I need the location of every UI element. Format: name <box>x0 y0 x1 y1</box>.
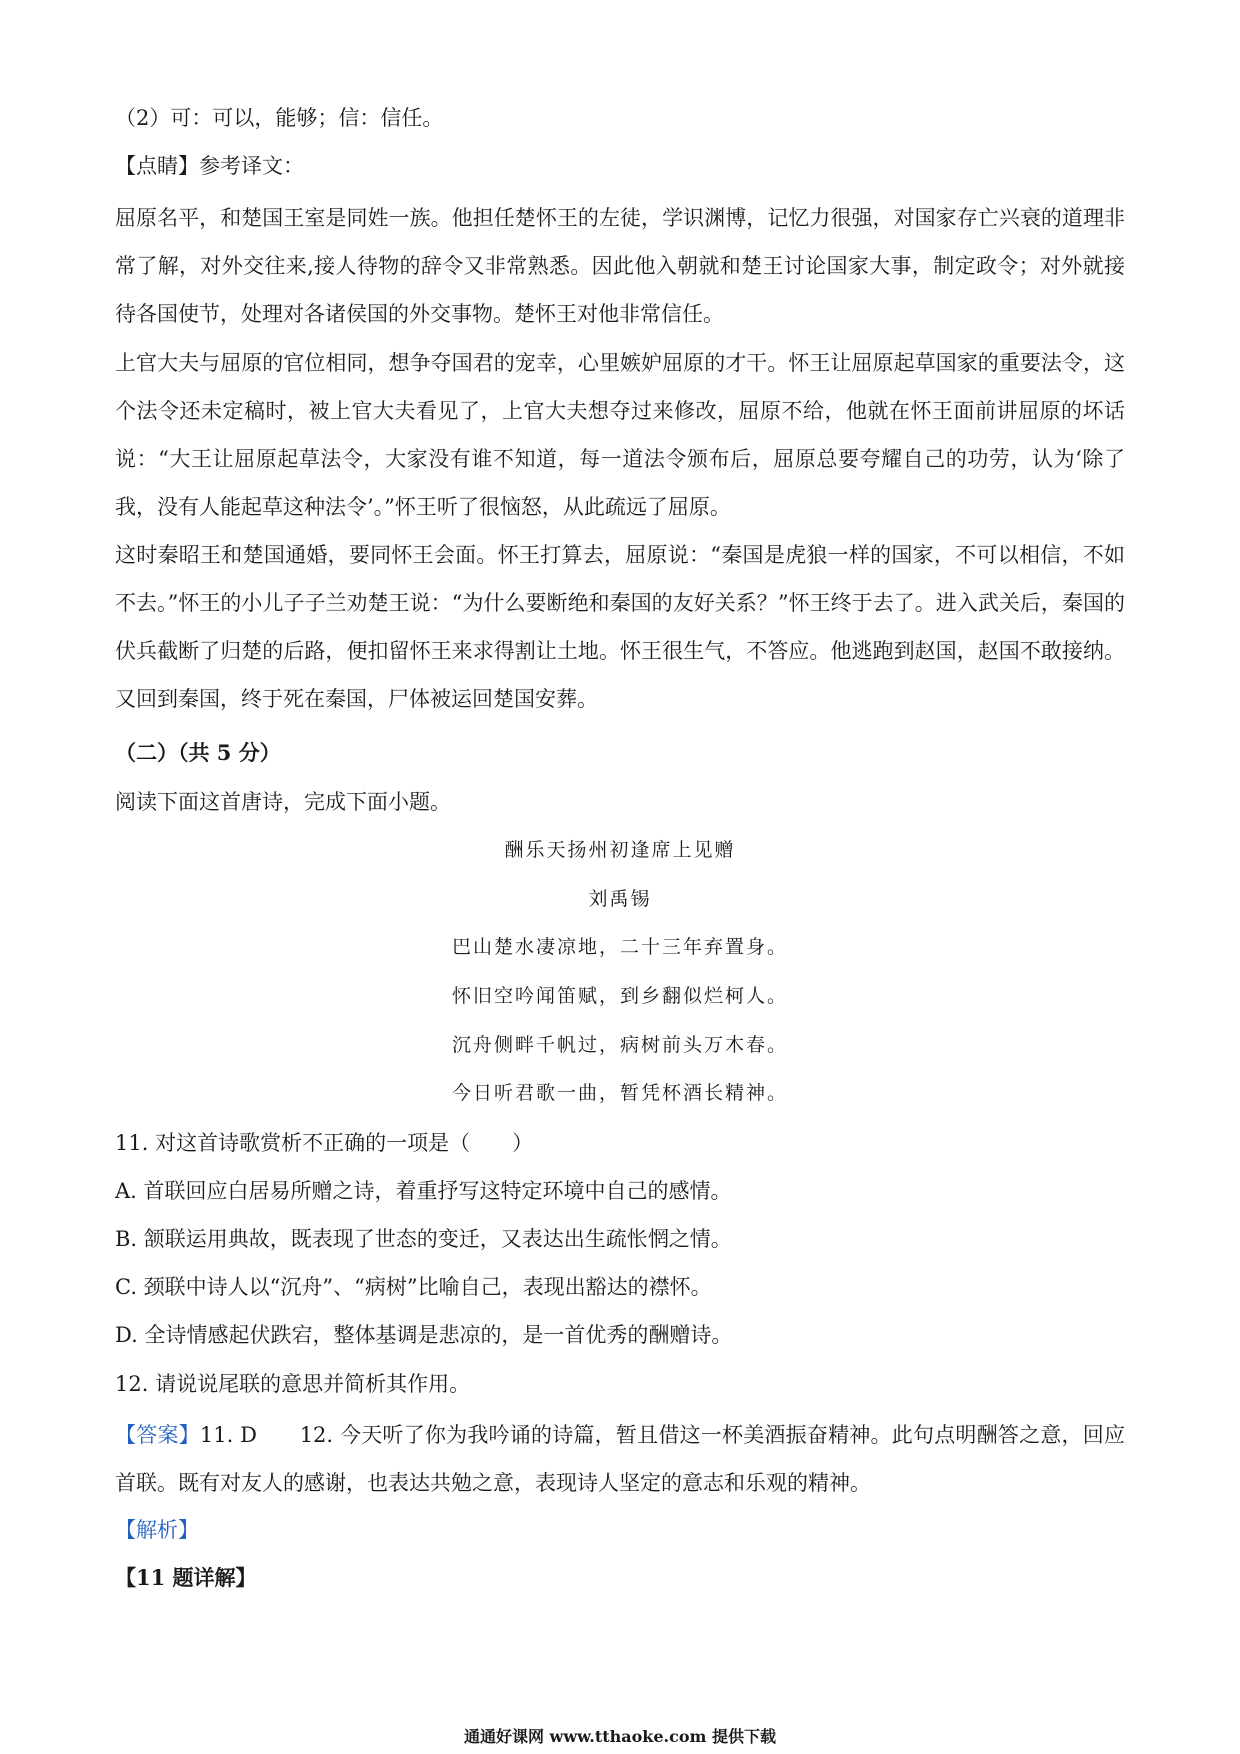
translation-paragraph-3: 这时秦昭王和楚国通婚，要同怀王会面。怀王打算去，屈原说：“秦国是虎狼一样的国家，不可以相信，不如不去。”怀王的小儿子子兰劝楚王说：“为什么要断绝和秦国的友好关系？”怀王终于去了。进入武关后，秦国的伏兵截断了归楚的后路，便扣留怀王来求得割让土地。怀王很生气，不答应。他逃跑到赵国，赵国不敢接纳。又回到秦国，终于死在秦国，尸体被运回楚国安葬。 <box>115 543 1125 711</box>
dianjing-line <box>115 151 304 181</box>
question-11-option-b: B. 颔联运用典故，既表现了世态的变迁，又表达出生疏怅惘之情。 <box>115 1227 732 1251</box>
answer-label: 【答案】 <box>115 1423 200 1447</box>
question-11-stem: 11. 对这首诗歌赏析不正确的一项是（ ） <box>115 1131 534 1155</box>
section-instruction: 阅读下面这首唐诗，完成下面小题。 <box>115 790 451 814</box>
section-heading: （二）（共 5 分） <box>115 740 281 765</box>
question-11-option-d: D. 全诗情感起伏跌宕，整体基调是悲凉的，是一首优秀的酬赠诗。 <box>115 1323 733 1347</box>
question-11-detail-label: 【11 题详解】 <box>115 1565 257 1590</box>
page-footer: 通通好课网 www.tthaoke.com 提供下载 <box>463 1727 777 1746</box>
analysis-label: 【解析】 <box>115 1518 199 1542</box>
translation-paragraph-1: 屈原名平，和楚国王室是同姓一族。他担任楚怀王的左徒，学识渊博，记忆力很强，对国家存亡兴衰的道理非常了解，对外交往来,接人待物的辞令又非常熟悉。因此他入朝就和楚王讨论国家大事，制定政令；对外就接待各国使节，处理对各诸侯国的外交事物。楚怀王对他非常信任。 <box>115 206 1125 326</box>
answer-text: 11. D 12. 今天听了你为我吟诵的诗篇，暂且借这一杯美酒振奋精神。此句点明酬答之意，回应首联。既有对友人的感谢，也表达共勉之意，表现诗人坚定的意志和乐观的精神。 <box>115 1423 1125 1495</box>
translation-paragraph-2: 上官大夫与屈原的官位相同，想争夺国君的宠幸，心里嫉妒屈原的才干。怀王让屈原起草国家的重要法令，这个法令还未定稿时，被上官大夫看见了，上官大夫想夺过来修改，屈原不给，他就在怀王面前讲屈原的坏话说：“大王让屈原起草法令，大家没有谁不知道，每一道法令颁布后，屈原总要夸耀自己的功劳，认为‘除了我，没有人能起草这种法令’。”怀王听了很恼怒，从此疏远了屈原。 <box>115 351 1125 519</box>
answer-block <box>115 1411 1125 1507</box>
previous-answer-line: （2）可：可以，能够；信：信任。 <box>115 106 444 130</box>
question-12-stem: 12. 请说说尾联的意思并简析其作用。 <box>115 1372 471 1396</box>
dianjing-label: 【点睛】 <box>115 154 199 178</box>
question-11-option-a: A. 首联回应白居易所赠之诗，着重抒写这特定环境中自己的感情。 <box>115 1179 732 1203</box>
poem-line-3: 沉舟侧畔千帆过，病树前头万木春。 <box>451 1034 788 1056</box>
question-11-option-c: C. 颈联中诗人以“沉舟”、“病树”比喻自己，表现出豁达的襟怀。 <box>115 1275 712 1299</box>
poem-line-1: 巴山楚水凄凉地，二十三年弃置身。 <box>451 936 788 958</box>
poem-title: 酬乐天扬州初逢席上见赠 <box>504 839 736 861</box>
poem-author: 刘禹锡 <box>588 888 652 910</box>
dianjing-text: 参考译文： <box>199 154 304 178</box>
poem-line-4: 今日听君歌一曲，暂凭杯酒长精神。 <box>451 1082 788 1104</box>
poem-line-2: 怀旧空吟闻笛赋，到乡翻似烂柯人。 <box>451 985 788 1007</box>
